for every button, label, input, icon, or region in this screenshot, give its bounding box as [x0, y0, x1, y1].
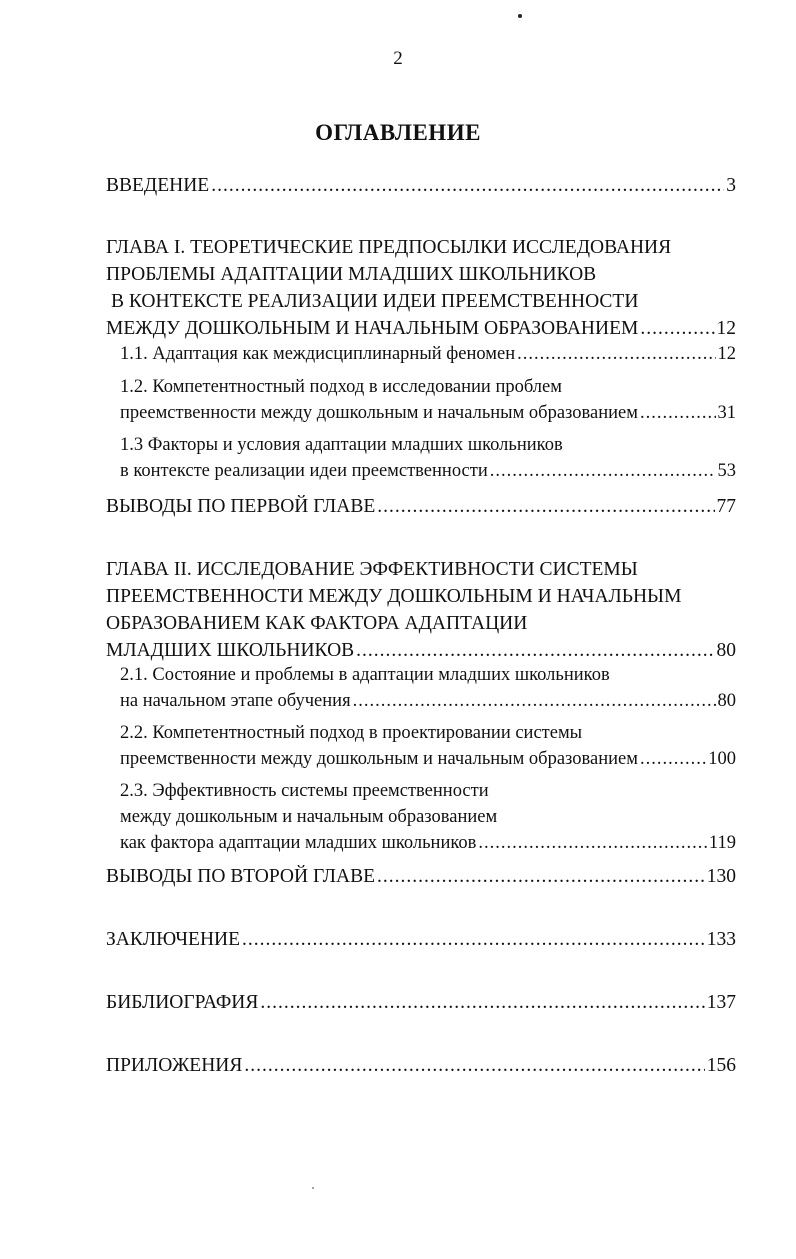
toc-entry-line: между дошкольным и начальным образованием: [120, 807, 498, 827]
toc-entry-label: 1.1. Адаптация как междисциплинарный феномен: [120, 344, 516, 364]
toc-entry-label: ЗАКЛЮЧЕНИЕ: [106, 929, 241, 950]
dot-leader: [353, 688, 716, 714]
toc-entry-label: в контексте реализации идеи преемственности: [120, 461, 488, 481]
toc-entry-label: как фактора адаптации младших школьников: [120, 833, 477, 853]
toc-page-number: 133: [706, 929, 736, 950]
toc-entry-label: ВВЕДЕНИЕ: [106, 175, 210, 196]
dot-leader: [517, 341, 715, 367]
toc-title: ОГЛАВЛЕНИЕ: [315, 120, 481, 145]
toc-entry-line: ПРЕЕМСТВЕННОСТИ МЕЖДУ ДОШКОЛЬНЫМ И НАЧАЛЬНЫМ: [106, 586, 682, 607]
toc-entry-conclusions-chapter-1[interactable]: [106, 493, 736, 520]
toc-entry-label: МЕЖДУ ДОШКОЛЬНЫМ И НАЧАЛЬНЫМ ОБРАЗОВАНИЕМ: [106, 318, 639, 339]
toc-page-number: 130: [706, 866, 736, 887]
toc-entry-introduction[interactable]: [106, 172, 736, 199]
toc-entry-conclusion[interactable]: [106, 926, 736, 953]
toc-entry-label: ВЫВОДЫ ПО ПЕРВОЙ ГЛАВЕ: [106, 496, 376, 517]
toc-page-number: 156: [706, 1055, 736, 1076]
toc-entry-line: ГЛАВА I. ТЕОРЕТИЧЕСКИЕ ПРЕДПОСЫЛКИ ИССЛЕДОВАНИЯ: [106, 237, 672, 258]
toc-entry-label: преемственности между дошкольным и начальным образованием: [120, 749, 638, 769]
toc-entry-line: ОБРАЗОВАНИЕМ КАК ФАКТОРА АДАПТАЦИИ: [106, 613, 528, 634]
toc-entry-conclusions-chapter-2[interactable]: [106, 863, 736, 890]
toc-page-number: 80: [717, 691, 736, 711]
dot-leader: [490, 458, 716, 484]
page-number: 2: [393, 48, 403, 69]
toc-entry-section-1-3[interactable]: [120, 432, 736, 484]
toc-entry-chapter-2[interactable]: [106, 556, 736, 664]
toc-page-number: 12: [717, 344, 736, 364]
toc-entry-bibliography[interactable]: [106, 989, 736, 1016]
toc-entry-section-1-1[interactable]: [120, 341, 736, 367]
dot-leader: [377, 863, 705, 890]
scan-speck: [518, 14, 522, 18]
dot-leader: [244, 1052, 704, 1079]
dot-leader: [640, 746, 706, 772]
dot-leader: [377, 493, 714, 520]
scan-speck: [312, 1187, 314, 1189]
toc-page-number: 100: [708, 749, 736, 769]
dot-leader: [640, 315, 714, 342]
dot-leader: [640, 400, 716, 426]
toc-page-number: 31: [717, 403, 736, 423]
toc-page-number: 77: [716, 496, 736, 517]
toc-entry-chapter-1[interactable]: [106, 234, 736, 342]
toc-page-number: 12: [716, 318, 736, 339]
toc-entry-section-2-2[interactable]: [120, 720, 736, 772]
toc-entry-line: 2.3. Эффективность системы преемственности: [120, 781, 489, 801]
toc-entry-label: БИБЛИОГРАФИЯ: [106, 992, 259, 1013]
toc-page-number: 3: [726, 175, 736, 196]
dot-leader: [356, 637, 714, 664]
toc-entry-line: ПРОБЛЕМЫ АДАПТАЦИИ МЛАДШИХ ШКОЛЬНИКОВ: [106, 264, 597, 285]
dot-leader: [211, 172, 724, 199]
toc-page-number: 80: [716, 640, 736, 661]
toc-entry-line: 1.3 Факторы и условия адаптации младших школьников: [120, 435, 563, 455]
toc-entry-section-2-1[interactable]: [120, 662, 736, 714]
toc-entry-label: преемственности между дошкольным и начальным образованием: [120, 403, 638, 423]
toc-entry-label: на начальном этапе обучения: [120, 691, 351, 711]
toc-page-number: 53: [717, 461, 736, 481]
dot-leader: [260, 989, 704, 1016]
toc-page-number: 119: [708, 833, 736, 853]
toc-entry-label: ВЫВОДЫ ПО ВТОРОЙ ГЛАВЕ: [106, 866, 375, 887]
dot-leader: [478, 830, 707, 856]
toc-entry-label: ПРИЛОЖЕНИЯ: [106, 1055, 243, 1076]
toc-page-number: 137: [706, 992, 736, 1013]
toc-entry-line: 1.2. Компетентностный подход в исследовании проблем: [120, 377, 562, 397]
toc-entry-label: МЛАДШИХ ШКОЛЬНИКОВ: [106, 640, 355, 661]
toc-entry-line: В КОНТЕКСТЕ РЕАЛИЗАЦИИ ИДЕИ ПРЕЕМСТВЕННОСТИ: [111, 291, 639, 312]
toc-entry-section-1-2[interactable]: [120, 374, 736, 426]
toc-entry-line: ГЛАВА II. ИССЛЕДОВАНИЕ ЭФФЕКТИВНОСТИ СИСТЕМЫ: [106, 559, 638, 580]
dot-leader: [242, 926, 705, 953]
toc-entry-line: 2.1. Состояние и проблемы в адаптации младших школьников: [120, 665, 610, 685]
toc-entry-section-2-3[interactable]: [120, 778, 736, 856]
toc-entry-appendices[interactable]: [106, 1052, 736, 1079]
toc-entry-line: 2.2. Компетентностный подход в проектировании системы: [120, 723, 583, 743]
